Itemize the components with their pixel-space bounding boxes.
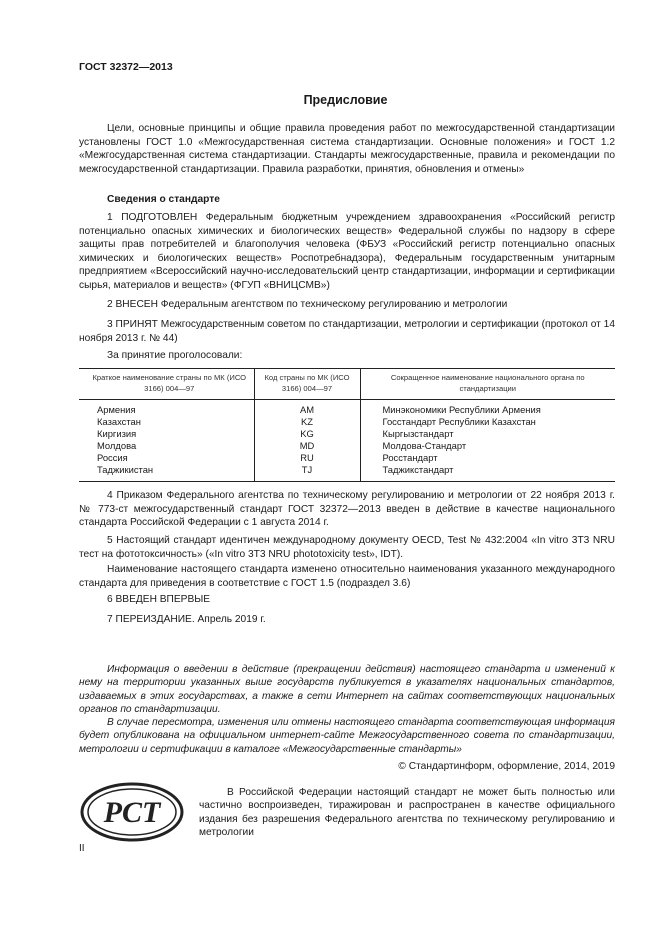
country-cell: Молдова [97, 440, 137, 452]
code-cell: KZ [254, 416, 360, 428]
country-cell: Казахстан [97, 416, 141, 428]
authority-cell: Госстандарт Республики Казахстан [360, 416, 615, 428]
item-adopted: 3 ПРИНЯТ Межгосударственным советом по стандартизации, метрологии и сертификации (протокол от 14 ноября 2013 г. № 44) [79, 319, 615, 344]
votes-table [79, 368, 615, 482]
country-cell: Россия [97, 452, 128, 464]
code-cell: AM [254, 400, 360, 417]
column-header-authority: Сокращенное наименование национального органа по стандартизации [360, 369, 615, 400]
table-row [79, 452, 615, 464]
votes-table-header [79, 369, 615, 400]
item-identical: 5 Настоящий стандарт идентичен международному документу OECD, Test № 432:2004 «In vitro 3T3 NRU тест на фототоксичность» («In vitro 3T3 NRU phototoxicity test», IDT). [79, 535, 615, 560]
page-number: II [79, 843, 85, 854]
notice-paragraph-1: Информация о введении в действие (прекращении действия) настоящего стандарта и изменений к нему на территории указанных выше государств публикуется в указателях национальных стандартов, издаваемых в этих государствах, а также в сети Интернет на сайтах соответствующих национальных органов по стандартизации. [79, 664, 615, 715]
notice-paragraph-2: В случае пересмотра, изменения или отмены настоящего стандарта соответствующая информация будет опубликована на официальном интернет-сайте Межгосударственного совета по стандартизации, метрологии и сертификации в каталоге «Межгосударственные стандарты» [79, 717, 615, 755]
table-row [79, 440, 615, 452]
reproduction-note: В Российской Федерации настоящий стандарт не может быть полностью или частично воспроизведен, тиражирован и распространен в качестве официального издания без разрешения Федерального агентства по техническому регулированию и метрологии [199, 787, 615, 839]
logo-text: РСТ [103, 796, 161, 829]
code-cell: TJ [254, 464, 360, 481]
item-prepared: 1 ПОДГОТОВЛЕН Федеральным бюджетным учреждением здравоохранения «Российский регистр потенциально опасных химических и биологических веществ» Федеральной службы по надзору в сфере защиты прав потребителей и благополучия человека (ФБУЗ «Российский регистр потенциально опасных химических и биологических веществ» Роспотребнадзора), Федеральным государственным унитарным предприятием «Всероссийский научно-исследовательский центр стандартизации, информации и сертификации сырья, материалов и веществ» (ФГУП «ВНИЦСМВ») [79, 212, 615, 291]
code-cell: MD [254, 440, 360, 452]
authority-cell: Минэкономики Республики Армения [360, 400, 615, 417]
code-cell: KG [254, 428, 360, 440]
country-cell: Таджикистан [79, 464, 254, 481]
country-cell: Армения [97, 404, 136, 415]
item-first-introduced: 6 ВВЕДЕН ВПЕРВЫЕ [107, 594, 211, 605]
document-id: ГОСТ 32372—2013 [79, 61, 173, 73]
country-cell: Киргизия [97, 428, 137, 440]
rst-logo-icon [79, 781, 185, 843]
item-reissue: 7 ПЕРЕИЗДАНИЕ. Апрель 2019 г. [107, 614, 266, 625]
table-row [79, 464, 615, 481]
standard-info-heading: Сведения о стандарте [107, 194, 220, 205]
authority-cell: Молдова-Стандарт [360, 440, 615, 452]
item-submitted: 2 ВНЕСЕН Федеральным агентством по техническому регулированию и метрологии [107, 299, 508, 310]
item-name-changed: Наименование настоящего стандарта изменено относительно наименования указанного международного стандарта для приведения в соответствие с ГОСТ 1.5 (подраздел 3.6) [79, 564, 615, 589]
votes-label: За принятие проголосовали: [107, 350, 243, 361]
intro-paragraph: Цели, основные принципы и общие правила проведения работ по межгосударственной стандартизации установлены ГОСТ 1.0 «Межгосударственная система стандартизации. Основные положения» и ГОСТ 1.2 «Межгосударственная система стандартизации. Стандарты межгосударственные, правила и рекомендации по межгосударственной стандартизации. Правила разработки, принятия, обновления и отмены» [79, 123, 615, 175]
authority-cell: Кыргызстандарт [360, 428, 615, 440]
item-enacted: 4 Приказом Федерального агентства по техническому регулированию и метрологии от 22 ноября 2013 г. № 773-ст межгосударственный стандарт ГОСТ 32372—2013 введен в действие в качестве национального стандарта Российской Федерации с 1 августа 2014 г. [79, 490, 615, 529]
table-row [79, 400, 615, 417]
copyright: © Стандартинформ, оформление, 2014, 2019 [398, 761, 615, 772]
table-row [79, 416, 615, 428]
code-cell: RU [254, 452, 360, 464]
table-row [79, 428, 615, 440]
authority-cell: Таджикстандарт [360, 464, 615, 481]
authority-cell: Росстандарт [360, 452, 615, 464]
page-title: Предисловие [303, 93, 388, 107]
column-header-code: Код страны по МК (ИСО 3166) 004—97 [254, 369, 360, 400]
column-header-country: Краткое наименование страны по МК (ИСО 3166) 004—97 [79, 369, 254, 400]
